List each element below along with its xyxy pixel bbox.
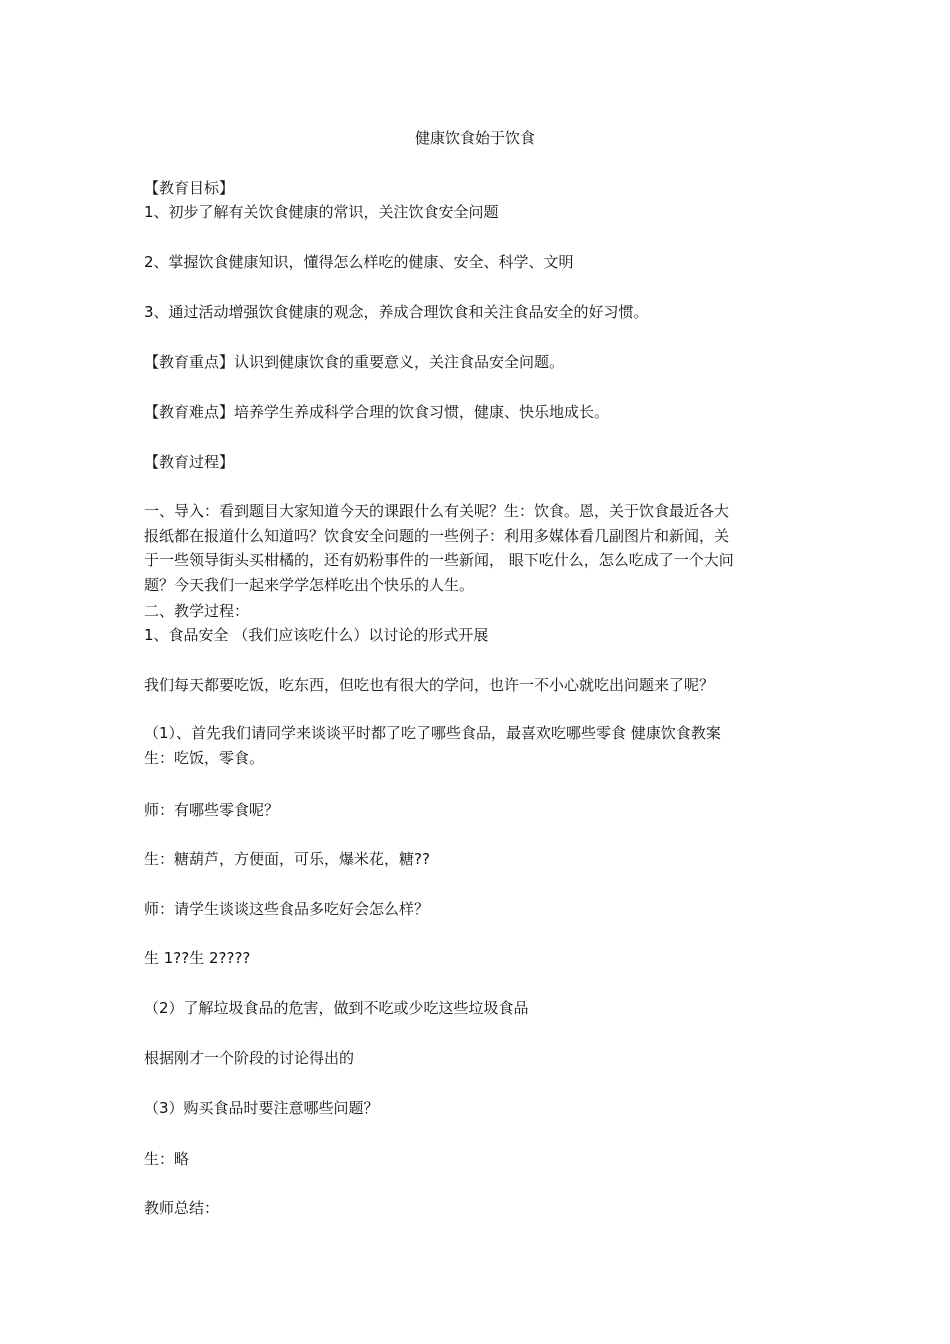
- key-point-line: 【教育重点】认识到健康饮食的重要意义，关注食品安全问题。: [144, 353, 565, 371]
- teaching-process-heading: 二、教学过程：: [144, 602, 250, 620]
- intro-line: 报纸都在报道什么知道吗？饮食安全问题的一些例子：利用多媒体看几副图片和新闻，关: [144, 526, 730, 545]
- difficulty-line: 【教育难点】培养学生养成科学合理的饮食习惯，健康、快乐地成长。: [144, 403, 610, 421]
- student-answers-line: 生 1??生 2????: [144, 949, 251, 967]
- discussion-summary-line: 根据刚才一个阶段的讨论得出的: [144, 1049, 355, 1067]
- intro-paragraph: [144, 499, 809, 597]
- goal-item-1: 1、初步了解有关饮食健康的常识，关注饮食安全问题: [144, 203, 499, 221]
- student-brief-line: 生：略: [144, 1150, 190, 1168]
- question-1-line: （1）、首先我们请同学来谈谈平时都了吃了哪些食品，最喜欢吃哪些零食 健康饮食教案: [144, 724, 721, 742]
- intro-line: 题？今天我们一起来学学怎样吃出个快乐的人生。: [144, 575, 475, 594]
- intro-line: 于一些领导街头买柑橘的，还有奶粉事件的一些新闻， 眼下吃什么，怎么吃成了一个大问: [144, 551, 734, 569]
- intro-line: 一、导入：看到题目大家知道今天的课跟什么有关呢？生：饮食。恩，关于饮食最近各大: [144, 502, 730, 520]
- teacher-question-snacks: 师：有哪些零食呢？: [144, 801, 280, 819]
- goal-item-3: 3、通过活动增强饮食健康的观念，养成合理饮食和关注食品安全的好习惯。: [144, 303, 649, 321]
- teacher-summary-line: 教师总结：: [144, 1199, 220, 1217]
- question-3-line: （3）购买食品时要注意哪些问题？: [144, 1099, 379, 1117]
- process-heading: 【教育过程】: [144, 453, 235, 471]
- goals-heading: 【教育目标】: [144, 179, 235, 197]
- document-title: 健康饮食始于饮食: [414, 129, 535, 147]
- goal-item-2: 2、掌握饮食健康知识，懂得怎么样吃的健康、安全、科学、文明: [144, 253, 574, 271]
- teacher-question-effects: 师：请学生谈谈这些食品多吃好会怎么样？: [144, 900, 430, 918]
- student-answer-snacks: 生：糖葫芦，方便面，可乐，爆米花，糖??: [144, 850, 430, 868]
- food-safety-line: 1、食品安全 （我们应该吃什么）以讨论的形式开展: [144, 626, 489, 644]
- daily-eating-line: 我们每天都要吃饭，吃东西，但吃也有很大的学问，也许一不小心就吃出问题来了呢？: [144, 676, 715, 694]
- question-1-line: 生：吃饭，零食。: [144, 748, 265, 767]
- question-2-line: （2）了解垃圾食品的危害，做到不吃或少吃这些垃圾食品: [144, 999, 529, 1017]
- question-1-paragraph: [144, 721, 809, 770]
